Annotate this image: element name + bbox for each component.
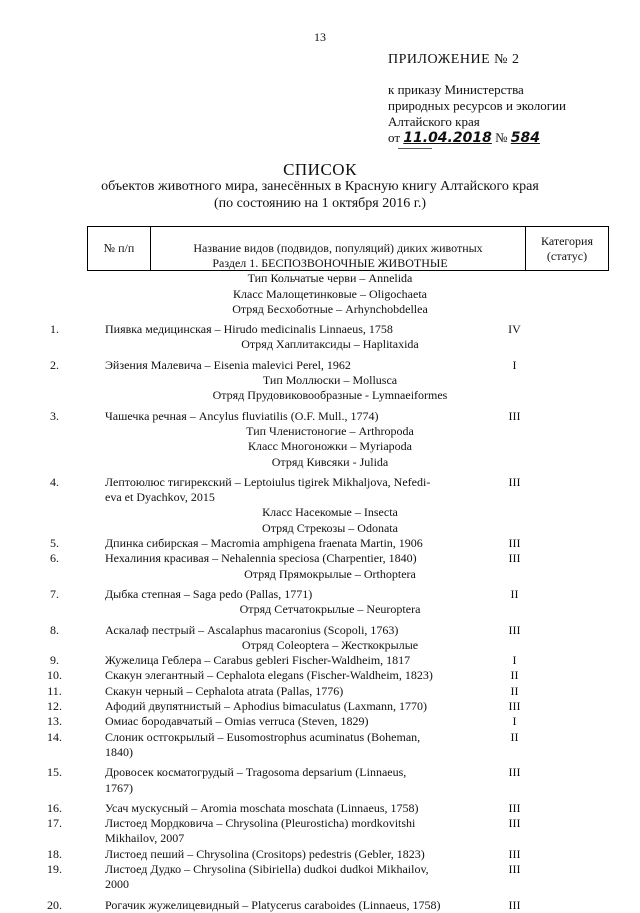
- entry-number: 1.: [50, 322, 59, 337]
- entry-name: Афодий двупятнистый – Aphodius bimaculatus (Laxmann, 1770): [105, 699, 427, 714]
- entry-category: I: [512, 714, 517, 729]
- entry-name-line-2: eva et Dyachkov, 2015: [105, 490, 215, 505]
- entry-name-line-2: Mikhailov, 2007: [105, 831, 185, 846]
- entry-category: III: [508, 897, 521, 912]
- handwritten-date: 11.04.2018: [403, 130, 492, 146]
- header-number: № п/п: [88, 227, 151, 270]
- entry-category: III: [508, 474, 521, 489]
- entry-category: III: [508, 800, 521, 815]
- entry-number: 17.: [47, 816, 62, 831]
- entry-number: 10.: [47, 668, 62, 683]
- appendix-title: ПРИЛОЖЕНИЕ № 2: [388, 52, 520, 67]
- list-item: [0, 475, 640, 506]
- list-item: [0, 816, 640, 847]
- entry-name: Дыбка степная – Saga pedo (Pallas, 1771): [105, 586, 313, 601]
- entry-name: Скакун элегантный – Cephalota elegans (Fischer-Waldheim, 1823): [105, 668, 433, 683]
- entry-name: Чашечка речная – Ancylus fluviatilis (O.F. Mull., 1774): [105, 408, 379, 423]
- list-item: [0, 765, 640, 796]
- list-item: [0, 623, 640, 638]
- entry-name: Эйзения Малевича – Eisenia malevici Perel, 1962: [105, 357, 351, 372]
- entry-name-line-1: Лептоюлюс тигирекский – Leptoiulus tigirek Mikhaljova, Nefedi-: [105, 474, 431, 489]
- appendix-line-3: Алтайского края: [388, 114, 480, 129]
- entry-number: 15.: [47, 765, 62, 780]
- entry-name: Аскалаф пестрый – Ascalaphus macaronius (Scopoli, 1763): [105, 622, 399, 637]
- entry-name: Нехалиния красивая – Nehalennia speciosa (Charpentier, 1840): [105, 551, 417, 566]
- entry-number: 3.: [50, 408, 59, 423]
- entry-name: Жужелица Геблера – Carabus gebleri Fischer-Waldheim, 1817: [105, 653, 411, 668]
- entry-category: III: [508, 861, 521, 876]
- entry-name-line-1: Слоник остгокрылый – Eusomostrophus acuminatus (Boheman,: [105, 729, 421, 744]
- entry-name: [105, 816, 462, 847]
- list-item: [0, 699, 640, 714]
- taxon-heading: Класс Насекомые – Insecta: [262, 505, 398, 520]
- taxon-heading: Отряд Бесхоботные – Arhynchobdellea: [232, 301, 428, 316]
- entry-name: [105, 730, 462, 761]
- entry-number: 20.: [47, 897, 62, 912]
- subtitle-line-1: объектов животного мира, занесённых в Красную книгу Алтайского края: [101, 179, 539, 194]
- list-item: [0, 862, 640, 893]
- taxon-heading: Отряд Сетчатокрылые – Neuroptera: [239, 602, 421, 617]
- entry-category: III: [508, 699, 521, 714]
- entry-name: Рогачик жужелицевидный – Platycerus caraboides (Linnaeus, 1758): [105, 897, 441, 912]
- entry-category: III: [508, 408, 521, 423]
- entry-number: 14.: [47, 729, 62, 744]
- taxon-heading: Отряд Прудовиковообразные - Lymnaeiformes: [212, 388, 448, 403]
- entry-name: [105, 765, 462, 796]
- list-item: [0, 714, 640, 729]
- section-heading: Раздел 1. БЕСПОЗВОНОЧНЫЕ ЖИВОТНЫЕ: [212, 256, 448, 270]
- entry-number: 18.: [47, 846, 62, 861]
- list-item: [0, 684, 640, 699]
- list-item: [0, 898, 640, 913]
- entry-category: III: [508, 536, 521, 551]
- entry-name: Листоед пеший – Chrysolina (Crositops) pedestris (Gebler, 1823): [105, 846, 425, 861]
- taxon-heading: Отряд Coleoptera – Жесткокрылые: [241, 637, 419, 652]
- list-item: [0, 847, 640, 862]
- entry-number: 9.: [50, 653, 59, 668]
- entry-category: II: [510, 586, 519, 601]
- taxon-heading: Тип Моллюски – Mollusca: [262, 373, 398, 388]
- taxon-heading: Тип Членистоногие – Arthropoda: [246, 423, 414, 438]
- list-item: [0, 653, 640, 668]
- entry-name-line-2: 1840): [105, 744, 133, 759]
- entry-category: II: [510, 668, 519, 683]
- entry-category: III: [508, 816, 521, 831]
- list-title: СПИСОК: [283, 160, 357, 179]
- entry-number: 2.: [50, 357, 59, 372]
- entry-name-line-1: Дровосек косматогрудый – Tragosoma depsarium (Linnaeus,: [105, 765, 407, 780]
- entry-name: [105, 862, 462, 893]
- entry-category: III: [508, 765, 521, 780]
- entry-name-line-1: Листоед Мордковича – Chrysolina (Pleurosticha) mordkovitshi: [105, 816, 416, 831]
- handwritten-number: 584: [510, 130, 540, 146]
- list-item: [0, 668, 640, 683]
- taxon-heading: Отряд Стрекозы – Odonata: [262, 520, 398, 535]
- entry-number: 8.: [50, 622, 59, 637]
- page-number: 13: [314, 30, 326, 44]
- order-date-number: [388, 130, 618, 146]
- entry-number: 11.: [47, 683, 62, 698]
- number-prefix: №: [495, 130, 508, 145]
- entry-number: 7.: [50, 586, 59, 601]
- entry-number: 12.: [47, 699, 62, 714]
- entry-category: III: [508, 551, 521, 566]
- entry-name-line-2: 1767): [105, 780, 133, 795]
- list-item: [0, 730, 640, 761]
- list-item: [0, 551, 640, 566]
- taxon-heading: Класс Малощетинковые – Oligochaeta: [233, 286, 427, 301]
- taxon-heading: Класс Многоножки – Myriapoda: [247, 439, 412, 454]
- header-category-line-2: (статус): [546, 248, 588, 263]
- entry-category: I: [512, 357, 517, 372]
- entry-name: Усач мускусный – Aromia moschata moschata (Linnaeus, 1758): [105, 800, 419, 815]
- entry-name: Дпинка сибирская – Macromia amphigena fraenata Martin, 1906: [105, 536, 423, 551]
- appendix-block: [388, 52, 618, 146]
- date-prefix: от: [388, 130, 401, 145]
- subtitle: [0, 178, 640, 212]
- taxon-heading: Отряд Хаплитаксиды – Haplitaxida: [241, 337, 419, 352]
- subtitle-line-2: (по состоянию на 1 октября 2016 г.): [213, 196, 427, 211]
- entry-number: 13.: [47, 714, 62, 729]
- entry-category: III: [508, 622, 521, 637]
- list-item: [0, 587, 640, 602]
- appendix-line-2: природных ресурсов и экологии: [388, 98, 566, 113]
- entry-number: 19.: [47, 861, 62, 876]
- entry-name-line-2: 2000: [105, 877, 129, 892]
- entry-category: III: [508, 846, 521, 861]
- entry-category: II: [510, 683, 519, 698]
- entry-name: [105, 475, 462, 506]
- entry-category: II: [510, 729, 519, 744]
- species-list: [0, 256, 640, 913]
- header-species-name: Название видов (подвидов, популяций) диких животных: [151, 227, 526, 270]
- taxon-heading: Отряд Прямокрылые – Orthoptera: [244, 566, 416, 581]
- list-item: [0, 322, 640, 337]
- entry-category: IV: [508, 322, 521, 337]
- list-item: [0, 536, 640, 551]
- separator-line: [398, 148, 432, 149]
- appendix-line-1: к приказу Министерства: [388, 82, 524, 97]
- entry-number: 5.: [50, 536, 59, 551]
- taxon-heading: Отряд Кивсяки - Julida: [271, 454, 389, 469]
- entry-number: 16.: [47, 800, 62, 815]
- entry-name: Скакун черный – Cephalota atrata (Pallas, 1776): [105, 683, 344, 698]
- entry-number: 4.: [50, 474, 59, 489]
- entry-name: Пиявка медицинская – Hirudo medicinalis Linnaeus, 1758: [105, 322, 393, 337]
- list-item: [0, 409, 640, 424]
- entry-number: 6.: [50, 551, 59, 566]
- taxon-heading: Тип Кольчатые черви – Annelida: [247, 271, 413, 286]
- list-item: [0, 801, 640, 816]
- entry-category: I: [512, 653, 517, 668]
- header-category-line-1: Категория: [541, 233, 593, 248]
- list-item: [0, 358, 640, 373]
- entry-name-line-1: Листоед Дудко – Chrysolina (Sibiriella) dudkoi dudkoi Mikhailov,: [105, 861, 429, 876]
- entry-name: Омиас бородавчатый – Omias verruca (Steven, 1829): [105, 714, 369, 729]
